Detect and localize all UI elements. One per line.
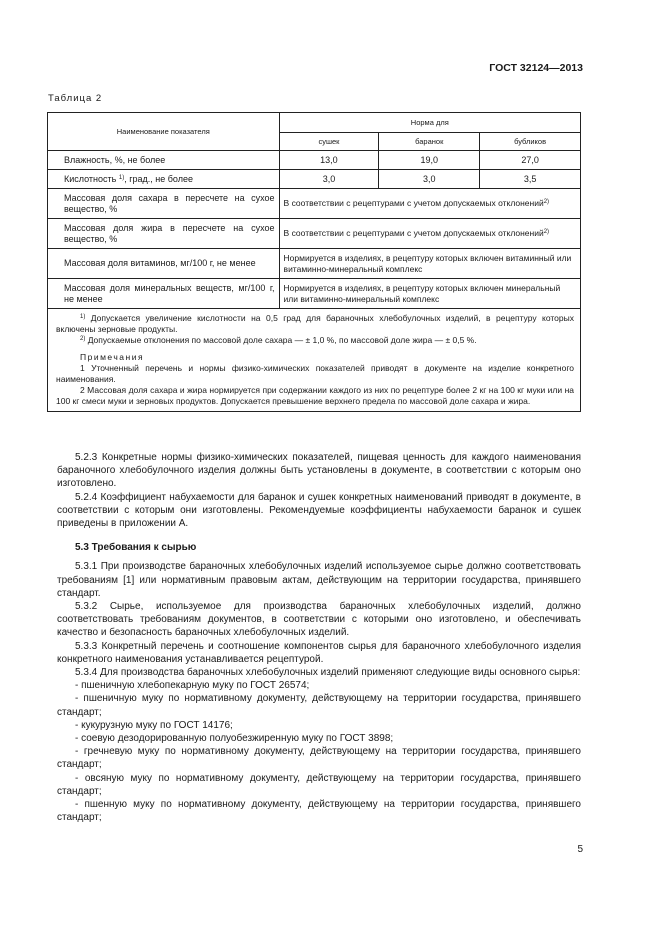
list-item: - кукурузную муку по ГОСТ 14176;	[75, 719, 233, 731]
page-number: 5	[577, 844, 583, 855]
list-item: - соевую дезодорированную полуобезжиренную муку по ГОСТ 3898;	[75, 733, 394, 745]
merged-norm: Нормируется в изделиях, в рецептуру которых включен витаминный или витаминно-минеральный комплекс	[279, 249, 580, 279]
spec-table	[47, 112, 581, 412]
paragraph: 5.3.4 Для производства бараночных хлебобулочных изделий применяют следующие виды основного сырья:	[75, 667, 581, 679]
footnote: $^{2)}$ Допускаемые отклонения по массовой доле сахара — ± 1,0 %, по массовой доле жира — ± 0,5 %.	[80, 335, 477, 345]
cell-value: 3,0	[279, 170, 379, 189]
cell-value: 13,0	[279, 151, 379, 170]
table-row	[48, 279, 581, 309]
table-footnotes-row	[48, 309, 581, 412]
footnotes	[56, 313, 574, 346]
row-name: Массовая доля сахара в пересчете на сухое вещество, %	[48, 189, 280, 219]
note-item: 1 Уточненный перечень и нормы физико-химических показателей приводят в документе на изделие конкретного наименования.	[56, 363, 574, 384]
list-item: - пшенную муку по нормативному документу, действующему на территории государства, принявшего стандарт;	[57, 799, 581, 824]
merged-norm: Нормируется в изделиях, в рецептуру которых включен минеральный или витаминно-минеральный комплекс	[279, 279, 580, 309]
list-item: - гречневую муку по нормативному документу, действующему на территории государства, принявшего стандарт;	[57, 746, 581, 771]
merged-norm: В соответствии с рецептурами с учетом допускаемых отклонений$^{2)}$	[279, 219, 580, 249]
table-row	[48, 219, 581, 249]
list-item: - пшеничную муку по нормативному документу, действующему на территории государства, принявшего стандарт;	[57, 693, 581, 718]
section-title: 5.3 Требования к сырью	[75, 542, 197, 554]
cell-value: 27,0	[480, 151, 581, 170]
notes-title: Примечания	[80, 352, 145, 362]
sub-header: бубликов	[480, 133, 581, 151]
cell-value: 3,5	[480, 170, 581, 189]
footnote-ref: 2)	[543, 229, 550, 235]
row-name: Массовая доля витаминов, мг/100 г, не менее	[48, 249, 280, 279]
document-header: ГОСТ 32124—2013	[489, 62, 583, 74]
paragraph: 5.3.3 Конкретный перечень и соотношение компонентов сырья для бараночного хлебобулочного изделия конкретного наименования устанавливается рецептурой.	[57, 640, 581, 665]
paragraph: 5.3.2 Сырье, используемое для производства бараночных хлебобулочных изделий, должно соответствовать требованиям документов, в соответствии с которыми оно изготовлено, и обеспечивать качество и безопасность бараночных хлебобулочных изделий.	[57, 601, 581, 639]
table-row	[48, 249, 581, 279]
list-item: - овсяную муку по нормативному документу, действующему на территории государства, принявшего стандарт;	[57, 772, 581, 797]
merged-norm: В соответствии с рецептурами с учетом допускаемых отклонений$^{2)}$	[279, 189, 580, 219]
table-caption: Таблица 2	[48, 93, 103, 104]
col-name-header: Наименование показателя	[48, 113, 280, 151]
table-row	[48, 189, 581, 219]
footnote-ref: 2)	[543, 199, 550, 205]
notes-block	[56, 352, 574, 407]
body-text	[57, 451, 581, 824]
row-name: Влажность, %, не более	[48, 151, 280, 170]
note-item: 2 Массовая доля сахара и жира нормируется при содержании каждого из них по рецептуре более 2 кг на 100 кг муки или на 100 кг смеси муки и зерновых продуктов. Допускается превышение верхнего предела по массовой доле сахара и жира.	[56, 385, 574, 406]
cell-value: 19,0	[379, 151, 480, 170]
sub-header: сушек	[279, 133, 379, 151]
footnote-ref: 1)	[118, 174, 125, 181]
group-header: Норма для	[279, 113, 580, 133]
row-name: Массовая доля жира в пересчете на сухое вещество, %	[48, 219, 280, 249]
table-notes	[48, 309, 581, 412]
cell-value: 3,0	[379, 170, 480, 189]
table-row	[48, 151, 581, 170]
row-name: Массовая доля минеральных веществ, мг/100 г, не менее	[48, 279, 280, 309]
paragraph: 5.2.3 Конкретные нормы физико-химических показателей, пищевая ценность для каждого наименования бараночного хлебобулочного изделия должны быть установлены в документе, в соответствии с которым оно изготовлено.	[57, 452, 581, 490]
list-item: - пшеничную хлебопекарную муку по ГОСТ 26574;	[75, 680, 310, 692]
sub-header: баранок	[379, 133, 480, 151]
paragraph: 5.3.1 При производстве бараночных хлебобулочных изделий используемое сырье должно соответствовать требованиям [1] или нормативным правовым актам, действующим на территории государства, принявшего стандарт.	[57, 561, 581, 599]
footnote: $^{1)}$ Допускается увеличение кислотности на 0,5 град для бараночных хлебобулочных изделий, в рецептуру которых включены зерновые продукты.	[56, 313, 574, 334]
row-name: Кислотность $^{1)}$, град., не более	[48, 170, 280, 189]
paragraph: 5.2.4 Коэффициент набухаемости для баранок и сушек конкретных наименований приводят в документе, в соответствии с которым они изготовлены. Рекомендуемые коэффициенты набухаемости баранок и сушек приведены в приложении А.	[57, 491, 581, 530]
table-row	[48, 170, 581, 189]
